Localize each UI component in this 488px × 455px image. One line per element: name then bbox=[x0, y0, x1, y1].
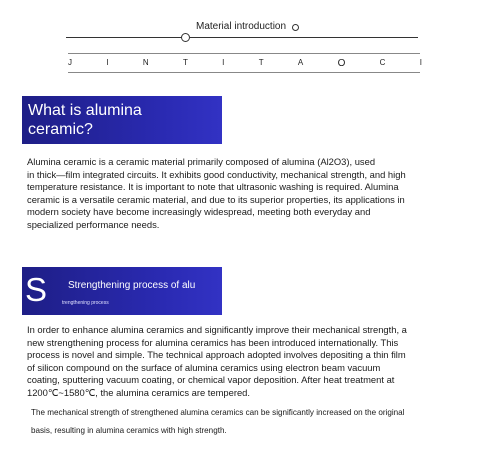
letters-line-bottom bbox=[68, 72, 420, 73]
letter: I bbox=[222, 58, 225, 67]
paragraph-line: of silicon compound on the surface of alumina ceramics using electron beam vacuum bbox=[27, 361, 381, 373]
paragraph-line: specialized performance needs. bbox=[27, 218, 160, 230]
letter: J bbox=[68, 58, 72, 67]
letter: T bbox=[182, 58, 188, 67]
header-title-text: Material introduction bbox=[196, 21, 287, 32]
section2-note bbox=[31, 404, 476, 440]
paragraph-line: temperature resistance. It is important to note that ultrasonic washing is required. Alumina bbox=[27, 181, 399, 193]
paragraph-line: 1200℃~1580℃, the alumina ceramics are tempered. bbox=[27, 386, 250, 398]
section2-heading: Strengthening process of alu bbox=[68, 280, 196, 291]
paragraph-line: process is novel and simple. The technical approach adopted involves depositing a thin film bbox=[27, 349, 406, 361]
letter: I bbox=[419, 58, 422, 67]
section1-heading-box bbox=[22, 96, 222, 144]
section1-paragraph bbox=[27, 156, 467, 232]
header-circle-icon bbox=[181, 33, 190, 42]
letter: N bbox=[142, 58, 149, 67]
letters-line-top bbox=[68, 53, 420, 54]
section2-badge-letter: S bbox=[25, 271, 48, 308]
paragraph-line: Alumina ceramic is a ceramic material primarily composed of alumina (Al2O3), used bbox=[27, 156, 376, 167]
note-line: The mechanical strength of strengthened alumina ceramics can be significantly increased on the original bbox=[31, 408, 405, 417]
letter: I bbox=[106, 58, 109, 67]
paragraph-line: new strengthening process for alumina ceramics has been introduced internationally. This bbox=[27, 336, 399, 348]
header-line-left bbox=[66, 37, 182, 38]
material-introduction-title bbox=[196, 21, 286, 32]
section1-heading-line1: What is alumina bbox=[28, 102, 142, 119]
title-circle-icon bbox=[292, 24, 299, 31]
paragraph-line: modern society have become increasingly widespread, meeting both everyday and bbox=[27, 206, 371, 218]
header-line-right bbox=[190, 37, 418, 38]
letter: A bbox=[297, 58, 304, 67]
paragraph-line: ceramic is a versatile ceramic material, and due to its superior properties, its applications in bbox=[27, 193, 405, 205]
section2-paragraph bbox=[27, 324, 472, 400]
note-line: basis, resulting in alumina ceramics with high strength. bbox=[31, 426, 227, 435]
paragraph-line: In order to enhance alumina ceramics and significantly improve their mechanical strength, a bbox=[27, 324, 407, 335]
section1-heading-line2: ceramic? bbox=[28, 121, 93, 138]
section2-heading-box bbox=[22, 267, 222, 315]
letter-row bbox=[68, 58, 422, 69]
letter: O bbox=[337, 58, 346, 69]
letter: C bbox=[379, 58, 386, 67]
letter: T bbox=[258, 58, 264, 67]
paragraph-line: in thick—film integrated circuits. It exhibits good conductivity, mechanical strength, and high bbox=[27, 168, 406, 180]
paragraph-line: coating, sputtering vacuum coating, or chemical vapor deposition. After heat treatment at bbox=[27, 374, 395, 386]
section2-subheading: trengthening process bbox=[62, 300, 109, 306]
